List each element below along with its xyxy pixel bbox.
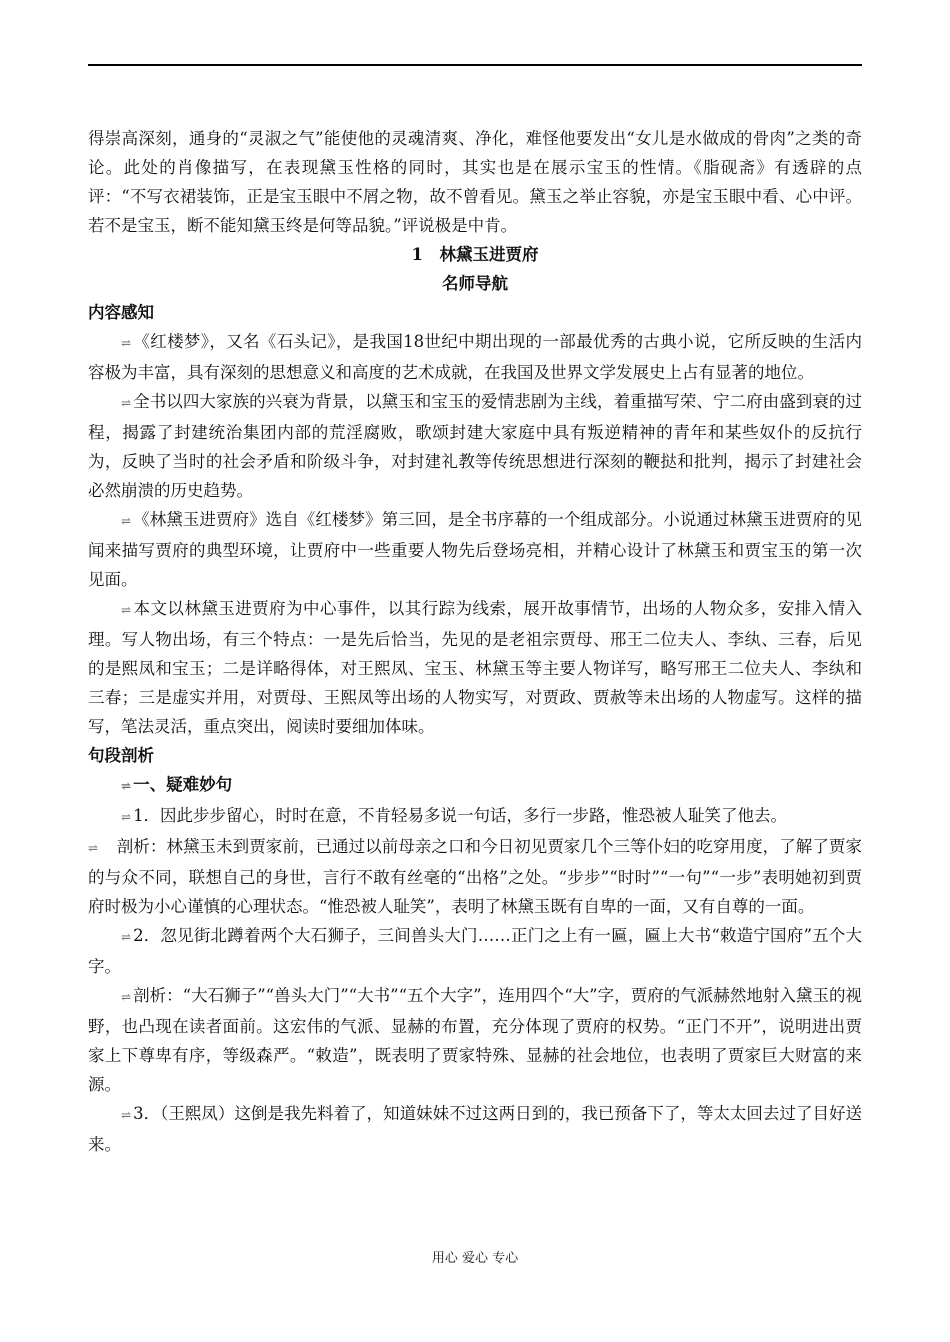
section-heading-analysis: 句段剖析	[88, 746, 154, 765]
paragraph-text: 《林黛玉进贾府》选自《红楼梦》第三回，是全书序幕的一个组成部分。小说通过林黛玉进贾府的见闻来描写贾府的典型环境，让贾府中一些重要人物先后登场亮相，并精心设计了林黛玉和贾宝玉的第一次见面。	[88, 510, 862, 589]
paragraph-marker: ⇌	[88, 841, 99, 855]
paragraph-marker: ⇌	[121, 779, 132, 793]
item-text: 1．因此步步留心，时时在意，不肯轻易多说一句话，多行一步路，惟恐被人耻笑了他去。	[133, 806, 788, 825]
content-paragraph	[88, 594, 862, 741]
paragraph-marker: ⇌	[121, 514, 132, 528]
content-paragraph	[88, 505, 862, 594]
item-text: 3．（王熙凤）这倒是我先料着了，知道妹妹不过这两日到的，我已预备下了，等太太回去过了目好送来。	[88, 1104, 862, 1154]
paragraph-marker: ⇌	[121, 1108, 132, 1122]
analysis-body	[88, 801, 862, 1159]
analysis-item	[88, 1099, 862, 1159]
analysis-item	[88, 981, 862, 1099]
paragraph-marker: ⇌	[121, 810, 132, 824]
analysis-item	[88, 921, 862, 981]
section-content-body	[88, 327, 862, 741]
content-paragraph	[88, 327, 862, 387]
sub-heading-text: 一、疑难妙句	[133, 775, 233, 794]
item-text: 2．忽见街北蹲着两个大石狮子，三间兽头大门……正门之上有一匾，匾上大书“敕造宁国府”五个大字。	[88, 926, 862, 976]
paragraph-marker: ⇌	[121, 930, 132, 944]
page-footer: 用心 爱心 专心	[431, 1251, 519, 1266]
continuation-paragraph: 得崇高深刻，通身的“灵淑之气”能使他的灵魂清爽、净化，难怪他要发出“女儿是水做成的骨肉”之类的奇论。此处的肖像描写，在表现黛玉性格的同时，其实也是在展示宝玉的性情。《脂砚斋》有透辟的点评：“不写衣裙装饰，正是宝玉眼中不屑之物，故不曾看见。黛玉之举止容貌，亦是宝玉眼中看、心中评。若不是宝玉，断不能知黛玉终是何等品貌。”评说极是中肯。	[88, 129, 862, 235]
paragraph-text: 《红楼梦》，又名《石头记》，是我国18世纪中期出现的一部最优秀的古典小说，它所反映的生活内容极为丰富，具有深刻的思想意义和高度的艺术成就，在我国及世界文学发展史上占有显著的地位。	[88, 332, 862, 382]
paragraph-marker: ⇌	[121, 396, 132, 410]
lesson-title: 1 林黛玉进贾府	[411, 245, 539, 264]
paragraph-text: 全书以四大家族的兴衰为背景，以黛玉和宝玉的爱情悲剧为主线，着重描写荣、宁二府由盛到衰的过程，揭露了封建统治集团内部的荒淫腐败，歌颂封建大家庭中具有叛逆精神的青年和某些奴仆的反抗行为，反映了当时的社会矛盾和阶级斗争，对封建礼教等传统思想进行深刻的鞭挞和批判，揭示了封建社会必然崩溃的历史趋势。	[88, 392, 862, 500]
section-heading-content: 内容感知	[88, 303, 154, 322]
analysis-item	[88, 801, 862, 832]
paragraph-marker: ⇌	[121, 990, 132, 1004]
paragraph-marker: ⇌	[121, 603, 132, 617]
analysis-item	[88, 832, 862, 921]
header-rule	[88, 64, 862, 66]
sub-heading	[88, 770, 862, 801]
item-text: 剖析：林黛玉未到贾家前，已通过以前母亲之口和今日初见贾家几个三等仆妇的吃穿用度，了解了贾家的与众不同，联想自己的身世，言行不敢有丝毫的“出格”之处。“步步”“时时”“一句”“一步”表明她初到贾府时极为小心谨慎的心理状态。“惟恐被人耻笑”，表明了林黛玉既有自卑的一面，又有自尊的一面。	[88, 837, 862, 916]
subtitle: 名师导航	[442, 274, 508, 293]
paragraph-text: 本文以林黛玉进贾府为中心事件，以其行踪为线索，展开故事情节，出场的人物众多，安排入情入理。写人物出场，有三个特点：一是先后恰当，先见的是老祖宗贾母、邢王二位夫人、李纨、三春，后见的是熙凤和宝玉；二是详略得体，对王熙凤、宝玉、林黛玉等主要人物详写，略写邢王二位夫人、李纨和三春；三是虚实并用，对贾母、王熙凤等出场的人物实写，对贾政、贾赦等未出场的人物虚写。这样的描写，笔法灵活，重点突出，阅读时要细加体味。	[88, 599, 862, 736]
paragraph-marker: ⇌	[121, 336, 132, 350]
content-paragraph	[88, 387, 862, 505]
item-text: 剖析：“大石狮子”“兽头大门”“大书”“五个大字”，连用四个“大”字，贾府的气派赫然地射入黛玉的视野，也凸现在读者面前。这宏伟的气派、显赫的布置，充分体现了贾府的权势。“正门不开”，说明进出贾家上下尊卑有序，等级森严。“敕造”，既表明了贾家特殊、显赫的社会地位，也表明了贾家巨大财富的来源。	[88, 986, 862, 1094]
page-content	[88, 124, 862, 1159]
